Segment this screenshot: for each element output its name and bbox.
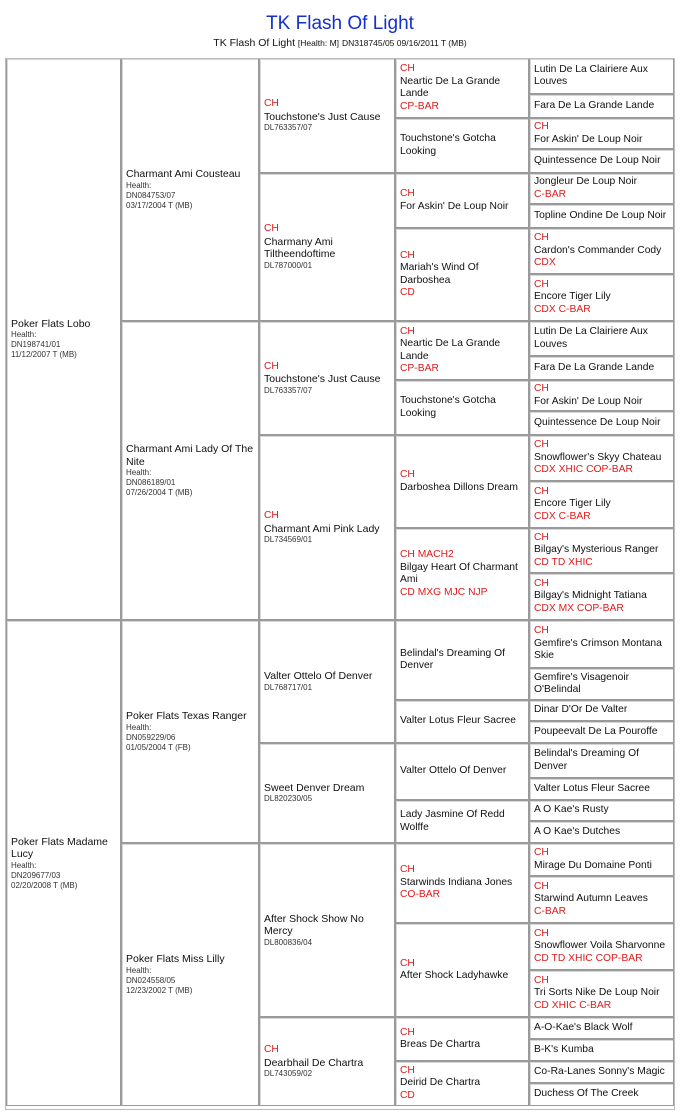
dog-title-suffix: CDX MX COP-BAR xyxy=(534,602,624,614)
dog-name: Mirage Du Domaine Ponti xyxy=(534,859,652,871)
dog-name: Sweet Denver Dream xyxy=(264,781,365,794)
dog-title-prefix: CH xyxy=(264,1044,279,1055)
pedigree-cell-gen5 xyxy=(529,876,674,923)
subtitle-name: TK Flash Of Light xyxy=(213,37,295,49)
dog-registration-info: DN084753/07 xyxy=(126,190,176,200)
pedigree-cell-gen4 xyxy=(395,228,529,321)
pedigree-cell-gen5 xyxy=(529,149,674,173)
dog-name: Valter Ottelo Of Denver xyxy=(264,670,373,683)
dog-title-prefix: CH xyxy=(400,249,415,261)
dog-name: For Askin' De Loup Noir xyxy=(400,200,509,212)
dog-name: Poker Flats Miss Lilly xyxy=(126,953,225,966)
pedigree-cell-gen4 xyxy=(395,58,529,118)
dog-name: Valter Lotus Fleur Sacree xyxy=(400,715,516,727)
dog-registration-info: Health: xyxy=(126,722,152,732)
dog-name: Mariah's Wind Of Darboshea xyxy=(400,262,479,286)
dog-name: Starwind Autumn Leaves xyxy=(534,893,648,905)
dog-name: B-K's Kumba xyxy=(534,1043,594,1055)
pedigree-cell-gen5 xyxy=(529,118,674,149)
dog-registration-info: Health: xyxy=(126,180,152,190)
dog-name: Quintessence De Loup Noir xyxy=(534,416,661,428)
dog-registration-info: DL734569/01 xyxy=(264,535,313,544)
pedigree-cell-gen5 xyxy=(529,435,674,481)
pedigree-cell-gen2 xyxy=(121,843,259,1106)
dog-name: After Shock Show No Mercy xyxy=(264,912,364,937)
dog-title-prefix: CH xyxy=(400,63,415,74)
dog-title-prefix: CH xyxy=(534,278,549,290)
pedigree-cell-gen4 xyxy=(395,923,529,1017)
subtitle-registration: DN318745/05 09/16/2011 T (MB) xyxy=(341,38,467,48)
pedigree-cell-gen5 xyxy=(529,173,674,204)
pedigree-cell-gen5 xyxy=(529,274,674,321)
dog-name: Touchstone's Gotcha Looking xyxy=(400,395,496,419)
dog-registration-info: 01/05/2004 T (FB) xyxy=(126,742,191,752)
pedigree-cell-gen1 xyxy=(6,58,121,620)
subtitle-detail: [Health: M] xyxy=(297,38,340,48)
dog-title-prefix: CH xyxy=(400,1064,415,1076)
dog-name: Cardon's Commander Cody xyxy=(534,244,662,256)
dog-name: Bilgay Heart Of Charmant Ami xyxy=(400,561,518,585)
dog-name: Valter Lotus Fleur Sacree xyxy=(534,782,650,794)
dog-registration-info: DL763357/07 xyxy=(264,385,313,395)
dog-title-suffix: CDX C-BAR xyxy=(534,510,591,522)
pedigree-cell-gen5 xyxy=(529,800,674,821)
dog-title-prefix: CH xyxy=(534,439,549,451)
dog-registration-info: Health: xyxy=(126,468,152,477)
dog-name: Dearbhail De Chartra xyxy=(264,1056,364,1069)
pedigree-cell-gen2 xyxy=(121,620,259,843)
dog-name: Jongleur De Loup Noir xyxy=(534,176,638,187)
dog-name: A O Kae's Dutches xyxy=(534,825,621,837)
dog-name: Charmany Ami Tiltheendoftime xyxy=(264,235,336,261)
dog-title-prefix: CH xyxy=(400,188,415,199)
pedigree-cell-gen5 xyxy=(529,778,674,800)
dog-registration-info: DN024558/05 xyxy=(126,975,176,985)
dog-name: Bilgay's Midnight Tatiana xyxy=(534,590,647,602)
dog-title-prefix: CH xyxy=(534,383,549,394)
pedigree-cell-gen4 xyxy=(395,528,529,620)
dog-registration-info: DL768717/01 xyxy=(264,682,313,692)
dog-name: Lady Jasmine Of Redd Wolffe xyxy=(400,809,505,833)
dog-registration-info: DN086189/01 xyxy=(126,478,176,487)
dog-name: Belindal's Dreaming Of Denver xyxy=(400,647,505,671)
dog-title-prefix: CH xyxy=(534,880,549,892)
dog-name: Poker Flats Lobo xyxy=(11,317,91,330)
pedigree-cell-gen5 xyxy=(529,380,674,411)
pedigree-cell-gen5 xyxy=(529,620,674,668)
dog-title-prefix: CH xyxy=(534,531,549,543)
dog-name: Snowflower Voila Sharvonne xyxy=(534,940,666,952)
pedigree-cell-gen4 xyxy=(395,173,529,228)
dog-name: Charmant Ami Cousteau xyxy=(126,168,241,181)
dog-registration-info: Health: xyxy=(11,330,37,340)
dog-name: Gemfire's Crimson Montana Skie xyxy=(534,637,662,662)
dog-name: Deirid De Chartra xyxy=(400,1077,481,1089)
dog-name: Valter Ottelo Of Denver xyxy=(400,765,507,777)
dog-registration-info: Health: xyxy=(11,860,37,870)
pedigree-cell-gen4 xyxy=(395,118,529,173)
dog-name: Snowflower's Skyy Chateau xyxy=(534,451,662,463)
dog-title-suffix: CDX xyxy=(534,257,556,269)
dog-registration-info: DN198741/01 xyxy=(11,340,61,350)
pedigree-cell-gen5 xyxy=(529,743,674,778)
pedigree-cell-gen5 xyxy=(529,700,674,721)
pedigree-cell-gen4 xyxy=(395,321,529,380)
dog-name: Breas De Chartra xyxy=(400,1039,481,1050)
dog-name: Neartic De La Grande Lande xyxy=(400,75,501,99)
dog-title-suffix: CO-BAR xyxy=(400,889,441,901)
pedigree-cell-gen4 xyxy=(395,435,529,528)
pedigree-cell-gen3 xyxy=(259,173,395,321)
page-title: TK Flash Of Light xyxy=(266,13,414,34)
dog-registration-info: DL800836/04 xyxy=(264,937,313,947)
dog-registration-info: 03/17/2004 T (MB) xyxy=(126,200,193,210)
dog-name: Belindal's Dreaming Of Denver xyxy=(534,748,639,772)
dog-name: Poupeevalt De La Pouroffe xyxy=(534,725,658,737)
pedigree-cell-gen5 xyxy=(529,228,674,274)
pedigree-cell-gen4 xyxy=(395,843,529,923)
dog-name: Topline Ondine De Loup Noir xyxy=(534,209,667,221)
dog-title-prefix: CH xyxy=(400,957,415,969)
pedigree-cell-gen5 xyxy=(529,58,674,94)
pedigree-cell-gen5 xyxy=(529,1061,674,1083)
pedigree-cell-gen5 xyxy=(529,923,674,970)
dog-name: Encore Tiger Lily xyxy=(534,291,611,303)
dog-name: Touchstone's Gotcha Looking xyxy=(400,133,496,157)
dog-title-prefix: CH xyxy=(264,360,279,372)
pedigree-cell-gen5 xyxy=(529,321,674,356)
pedigree-cell-gen3 xyxy=(259,321,395,435)
dog-name: For Askin' De Loup Noir xyxy=(534,395,643,407)
dog-title-prefix: CH xyxy=(400,469,415,480)
dog-registration-info: 07/26/2004 T (MB) xyxy=(126,488,193,497)
dog-registration-info: DL787000/01 xyxy=(264,260,313,270)
dog-name: Lutin De La Clairiere Aux Louves xyxy=(534,63,648,87)
dog-name: For Askin' De Loup Noir xyxy=(534,133,643,145)
dog-registration-info: Health: xyxy=(126,965,152,975)
dog-title-suffix: CD xyxy=(400,287,415,298)
dog-title-suffix: CD TD XHIC COP-BAR xyxy=(534,952,643,964)
dog-title-prefix: CH xyxy=(534,121,549,132)
pedigree-cell-gen2 xyxy=(121,58,259,321)
pedigree-cell-gen1 xyxy=(6,620,121,1106)
pedigree-cell-gen5 xyxy=(529,1083,674,1106)
pedigree-cell-gen5 xyxy=(529,411,674,435)
dog-name: Poker Flats Madame Lucy xyxy=(11,835,108,860)
dog-title-prefix: CH xyxy=(534,974,549,986)
pedigree-cell-gen4 xyxy=(395,1061,529,1106)
dog-name: Touchstone's Just Cause xyxy=(264,373,381,385)
pedigree-cell-gen5 xyxy=(529,1039,674,1061)
pedigree-cell-gen4 xyxy=(395,380,529,435)
pedigree-cell-gen4 xyxy=(395,800,529,843)
dog-title-suffix: CDX XHIC COP-BAR xyxy=(534,464,633,476)
dog-title-prefix: CH xyxy=(534,927,549,939)
dog-title-suffix: C-BAR xyxy=(534,188,567,200)
pedigree-cell-gen5 xyxy=(529,573,674,620)
dog-registration-info: 12/23/2002 T (MB) xyxy=(126,985,193,995)
dog-title-prefix: CH xyxy=(534,625,549,637)
dog-title-suffix: CP-BAR xyxy=(400,363,439,374)
pedigree-cell-gen5 xyxy=(529,668,674,700)
pedigree-cell-gen5 xyxy=(529,970,674,1017)
dog-name: Charmant Ami Pink Lady xyxy=(264,522,380,535)
dog-name: Quintessence De Loup Noir xyxy=(534,154,661,166)
dog-title-prefix: CH MACH2 xyxy=(400,549,454,560)
dog-registration-info: 11/12/2007 T (MB) xyxy=(11,350,77,360)
pedigree-cell-gen5 xyxy=(529,721,674,743)
pedigree-cell-gen3 xyxy=(259,620,395,743)
dog-name: Charmant Ami Lady Of The Nite xyxy=(126,443,254,468)
dog-name: Touchstone's Just Cause xyxy=(264,110,381,123)
dog-name: A O Kae's Rusty xyxy=(534,804,609,816)
dog-name: Lutin De La Clairiere Aux Louves xyxy=(534,326,648,350)
pedigree-cell-gen4 xyxy=(395,743,529,800)
dog-title-suffix: CP-BAR xyxy=(400,100,439,112)
dog-name: Encore Tiger Lily xyxy=(534,498,611,510)
pedigree-cell-gen4 xyxy=(395,700,529,743)
dog-title-suffix: CD xyxy=(400,1089,415,1101)
dog-title-prefix: CH xyxy=(534,577,549,589)
pedigree-cell-gen3 xyxy=(259,58,395,173)
dog-name: After Shock Ladyhawke xyxy=(400,970,509,981)
dog-title-suffix: CD TD XHIC xyxy=(534,556,593,568)
pedigree-cell-gen4 xyxy=(395,620,529,700)
dog-title-prefix: CH xyxy=(400,864,415,876)
pedigree-cell-gen5 xyxy=(529,1017,674,1039)
dog-registration-info: DL743059/02 xyxy=(264,1069,313,1078)
dog-name: Tri Sorts Nike De Loup Noir xyxy=(534,987,660,999)
pedigree-cell-gen5 xyxy=(529,843,674,876)
dog-registration-info: 02/20/2008 T (MB) xyxy=(11,880,78,890)
pedigree-cell-gen5 xyxy=(529,204,674,228)
dog-registration-info: DN209677/03 xyxy=(11,870,61,880)
pedigree-cell-gen5 xyxy=(529,821,674,843)
dog-name: Gemfire's Visagenoir O'Belindal xyxy=(534,671,630,695)
dog-name: Co-Ra-Lanes Sonny's Magic xyxy=(534,1065,665,1077)
pedigree-cell-gen5 xyxy=(529,528,674,573)
dog-name: A-O-Kae's Black Wolf xyxy=(534,1021,633,1033)
pedigree-cell-gen3 xyxy=(259,743,395,843)
dog-title-prefix: CH xyxy=(400,325,415,337)
dog-name: Duchess Of The Creek xyxy=(534,1088,639,1100)
dog-title-prefix: CH xyxy=(534,485,549,497)
dog-name: Darboshea Dillons Dream xyxy=(400,481,518,493)
dog-title-suffix: CD XHIC C-BAR xyxy=(534,999,612,1011)
dog-title-suffix: C-BAR xyxy=(534,905,567,917)
pedigree-cell-gen2 xyxy=(121,321,259,620)
dog-title-prefix: CH xyxy=(534,847,549,858)
dog-title-prefix: CH xyxy=(264,510,279,521)
dog-registration-info: DL820230/05 xyxy=(264,794,313,804)
pedigree-cell-gen5 xyxy=(529,481,674,528)
dog-title-prefix: CH xyxy=(264,223,279,235)
dog-name: Bilgay's Mysterious Ranger xyxy=(534,544,659,556)
pedigree-cell-gen3 xyxy=(259,1017,395,1106)
dog-title-prefix: CH xyxy=(400,1026,415,1038)
dog-name: Dinar D'Or De Valter xyxy=(534,704,628,716)
dog-name: Fara De La Grande Lande xyxy=(534,99,655,111)
dog-title-suffix: CD MXG MJC NJP xyxy=(400,586,488,598)
pedigree-cell-gen5 xyxy=(529,94,674,118)
pedigree-cell-gen5 xyxy=(529,356,674,380)
dog-name: Fara De La Grande Lande xyxy=(534,361,655,373)
pedigree-cell-gen3 xyxy=(259,843,395,1017)
dog-title-suffix: CDX C-BAR xyxy=(534,303,591,315)
dog-title-prefix: CH xyxy=(534,232,549,244)
dog-title-prefix: CH xyxy=(264,98,279,109)
dog-registration-info: DL763357/07 xyxy=(264,123,313,132)
dog-name: Poker Flats Texas Ranger xyxy=(126,710,247,723)
dog-name: Starwinds Indiana Jones xyxy=(400,876,513,888)
pedigree-cell-gen4 xyxy=(395,1017,529,1061)
dog-name: Neartic De La Grande Lande xyxy=(400,338,501,362)
dog-registration-info: DN059229/06 xyxy=(126,732,176,742)
pedigree-cell-gen3 xyxy=(259,435,395,620)
